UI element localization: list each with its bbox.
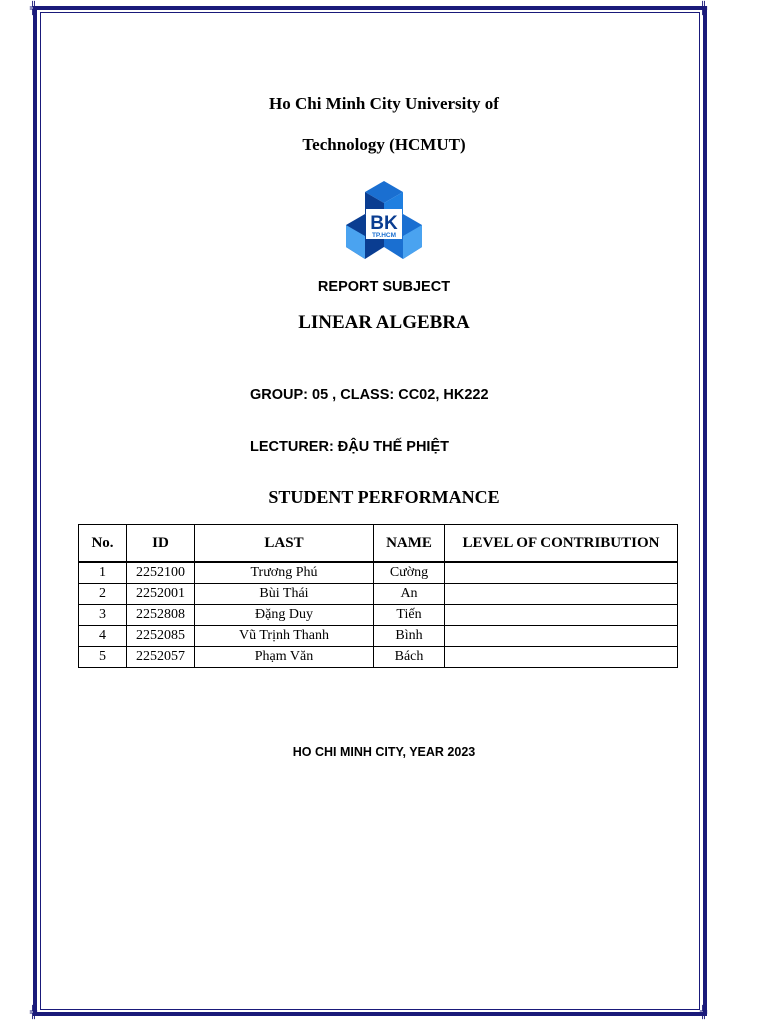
table-row <box>79 605 678 626</box>
table-title: STUDENT PERFORMANCE <box>268 487 500 507</box>
header-name: NAME <box>374 525 445 562</box>
cell-name: Bách <box>374 647 445 668</box>
cell-no: 5 <box>79 647 127 668</box>
cell-id: 2252057 <box>127 647 195 668</box>
cell-last: Bùi Thái <box>195 584 374 605</box>
table-header-row <box>79 525 678 562</box>
cell-contribution <box>445 584 678 605</box>
header-contribution: LEVEL OF CONTRIBUTION <box>445 525 678 562</box>
table-row <box>79 563 678 584</box>
table-row <box>79 626 678 647</box>
lecturer-line: LECTURER: ĐẬU THẾ PHIỆT <box>250 439 449 455</box>
cell-id: 2252808 <box>127 605 195 626</box>
university-logo-icon <box>346 181 422 259</box>
subject-title: LINEAR ALGEBRA <box>298 312 470 333</box>
logo-subtext: TP.HCM <box>371 232 397 239</box>
corner-ornament-icon: ╬ <box>700 1 708 15</box>
cell-last: Phạm Văn <box>195 647 374 668</box>
cell-name: Tiến <box>374 605 445 626</box>
cell-no: 3 <box>79 605 127 626</box>
cell-id: 2252001 <box>127 584 195 605</box>
cell-contribution <box>445 647 678 668</box>
cell-last: Đặng Duy <box>195 605 374 626</box>
cell-no: 1 <box>79 563 127 584</box>
footer-city-year: HO CHI MINH CITY, YEAR 2023 <box>292 745 476 759</box>
report-subject-label: REPORT SUBJECT <box>317 279 451 295</box>
cell-no: 4 <box>79 626 127 647</box>
cell-id: 2252100 <box>127 563 195 584</box>
student-performance-table <box>78 524 678 668</box>
page-border-inner <box>40 12 700 1010</box>
cell-contribution <box>445 605 678 626</box>
logo-text: BK <box>370 213 398 234</box>
table-row <box>79 647 678 668</box>
cell-last: Vũ Trịnh Thanh <box>195 626 374 647</box>
cell-name: An <box>374 584 445 605</box>
cell-name: Cường <box>374 563 445 584</box>
header-id: ID <box>127 525 195 562</box>
header-no: No. <box>79 525 127 562</box>
university-name-line2: Technology (HCMUT) <box>302 135 466 154</box>
header-last: LAST <box>195 525 374 562</box>
corner-ornament-icon: ╬ <box>30 1 38 15</box>
university-name-line1: Ho Chi Minh City University of <box>269 94 499 113</box>
cell-id: 2252085 <box>127 626 195 647</box>
cell-contribution <box>445 563 678 584</box>
corner-ornament-icon: ╬ <box>700 1005 708 1019</box>
table-row <box>79 584 678 605</box>
group-class-line: GROUP: 05 , CLASS: CC02, HK222 <box>250 387 489 403</box>
cell-name: Bình <box>374 626 445 647</box>
cell-last: Trương Phú <box>195 563 374 584</box>
cell-contribution <box>445 626 678 647</box>
corner-ornament-icon: ╬ <box>30 1005 38 1019</box>
cell-no: 2 <box>79 584 127 605</box>
